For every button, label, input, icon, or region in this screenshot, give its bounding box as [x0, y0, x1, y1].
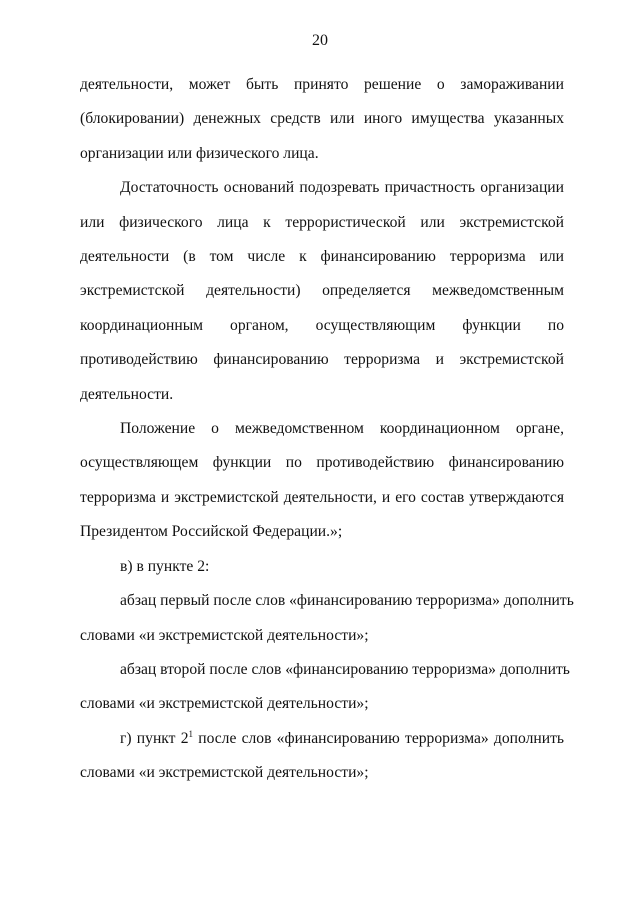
text-line: деятельности. [80, 385, 174, 403]
superscript: 1 [188, 728, 193, 739]
text-line: абзац первый после слов «финансированию терроризма» дополнить [120, 592, 574, 610]
text-line: Положение о межведомственном координационном органе, [120, 420, 564, 438]
text-line: терроризма и экстремистской деятельности, и его состав утверждаются [80, 488, 564, 506]
text-line: Достаточность оснований подозревать причастность организации [120, 179, 564, 197]
text-line: противодействию финансированию терроризма и экстремистской [80, 351, 564, 369]
text-line: словами «и экстремистской деятельности»; [80, 695, 369, 713]
text-line: словами «и экстремистской деятельности»; [80, 626, 369, 644]
paragraph-7 [80, 722, 564, 791]
document-body [80, 68, 574, 791]
paragraph-2 [80, 171, 564, 412]
paragraph-6 [80, 653, 570, 722]
text-line: экстремистской деятельности) определяется межведомственным [80, 282, 564, 300]
paragraph-5 [80, 584, 574, 653]
page-number: 20 [312, 32, 328, 49]
text-line: деятельности, может быть принято решение о замораживании [80, 76, 564, 93]
text-line: в) в пункте 2: [120, 557, 210, 575]
text-line: координационным органом, осуществляющим функции по [80, 316, 564, 334]
text-segment: после слов «финансированию терроризма» дополнить [193, 729, 564, 747]
text-line: словами «и экстремистской деятельности»; [80, 764, 369, 782]
paragraph-3 [80, 412, 564, 550]
text-line: или физического лица к террористической или экстремистской [80, 213, 564, 231]
paragraph-1 [80, 68, 564, 171]
text-line: Президентом Российской Федерации.»; [80, 523, 343, 541]
text-line: (блокировании) денежных средств или иного имущества указанных [80, 110, 564, 128]
text-segment: г) пункт 2 [120, 729, 189, 747]
text-line: абзац второй после слов «финансированию терроризма» дополнить [120, 660, 570, 678]
paragraph-4 [80, 550, 564, 584]
text-line: осуществляющем функции по противодействию финансированию [80, 454, 564, 472]
text-line: организации или физического лица. [80, 144, 319, 162]
text-line: деятельности (в том числе к финансированию терроризма или [80, 248, 564, 266]
text-line-with-superscript [80, 722, 564, 756]
